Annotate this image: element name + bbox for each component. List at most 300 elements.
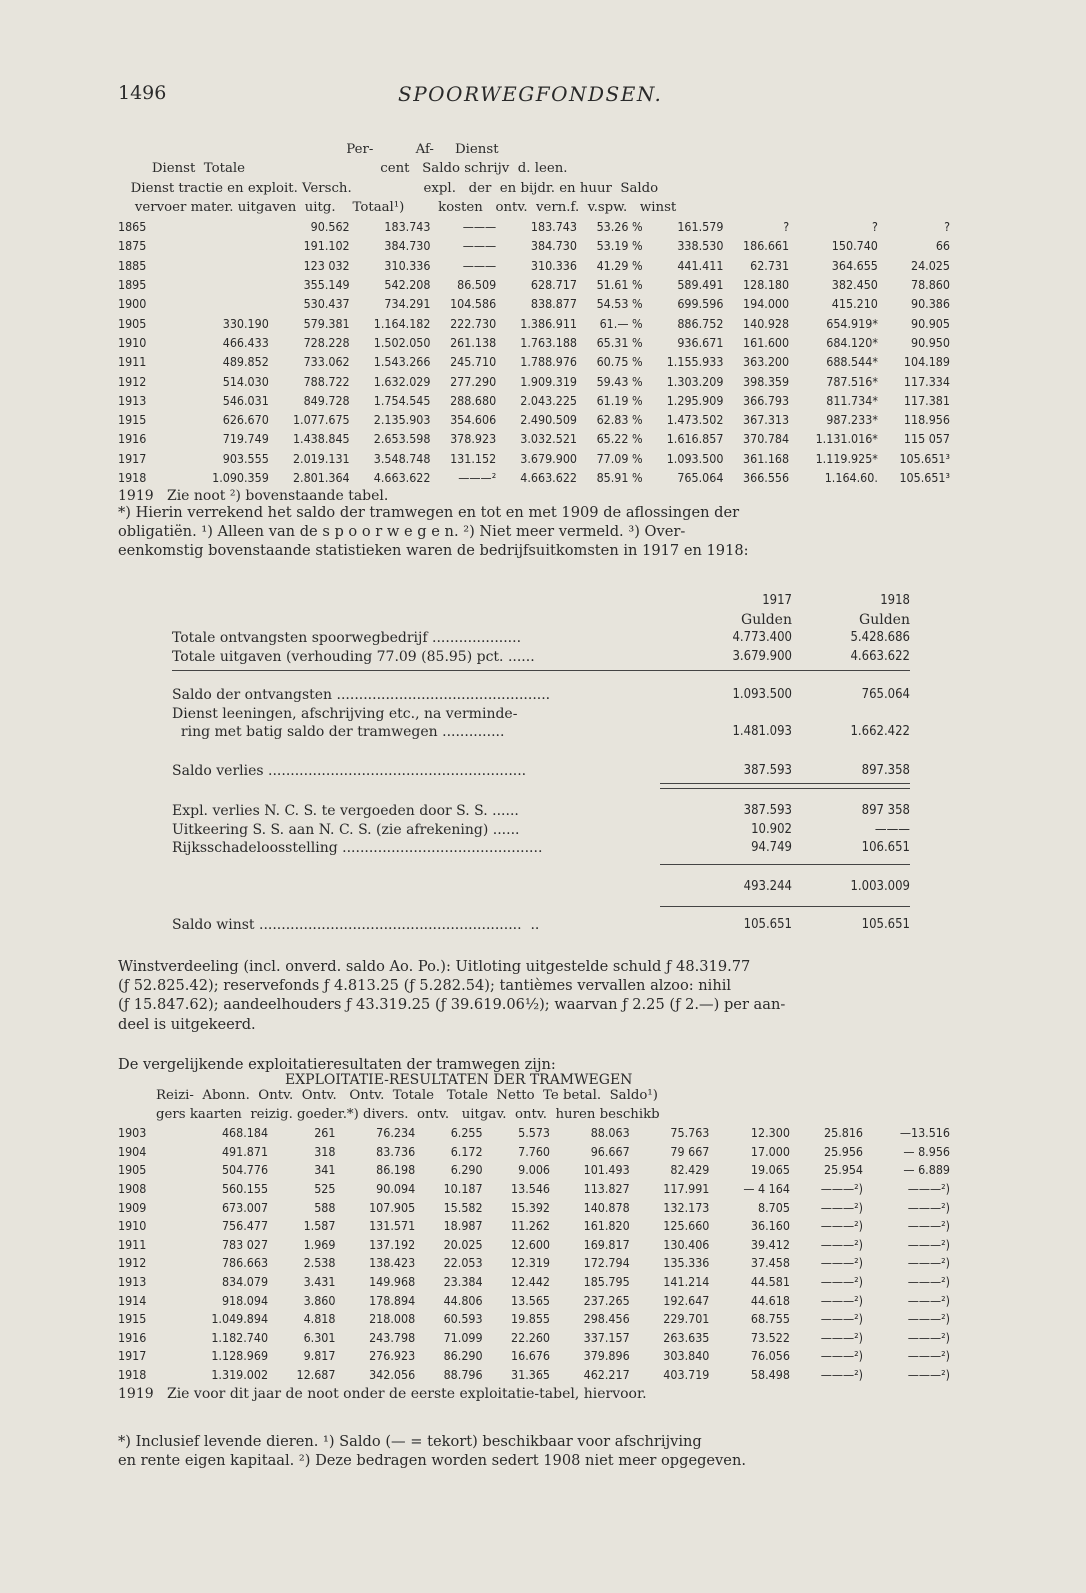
row-label: Rijksschadeloosstelling ............................................. xyxy=(172,840,543,856)
year-1917: 1917 xyxy=(762,593,792,608)
table-row xyxy=(172,686,910,705)
cell: 384.730 xyxy=(530,238,577,254)
cell xyxy=(188,294,269,313)
cell: 183.743 xyxy=(384,219,431,235)
cell: ? xyxy=(944,219,950,235)
cell: 90.094 xyxy=(376,1180,416,1196)
row-label: ring met batig saldo der tramwegen .............. xyxy=(172,724,505,740)
cell: 728.228 xyxy=(303,334,350,350)
cell: 61.— % xyxy=(599,315,643,331)
year-cell: 1911 xyxy=(118,354,147,370)
footnote-railway xyxy=(118,503,958,561)
year-cell: 1908 xyxy=(118,1180,147,1196)
cell: ———²) xyxy=(907,1292,950,1308)
table-row xyxy=(172,802,910,821)
table-header-row xyxy=(118,140,950,159)
cell: 1.090.359 xyxy=(212,470,269,486)
cell: ———²) xyxy=(820,1348,864,1364)
cell: 1.131.016* xyxy=(815,431,878,447)
page-title: SPOORWEGFONDSEN. xyxy=(398,82,663,106)
table-header-row xyxy=(172,592,910,611)
cell: 90.950 xyxy=(911,334,950,350)
cell: 1.128.969 xyxy=(211,1348,269,1364)
cell: 90.562 xyxy=(310,219,350,235)
cell: 493.244 xyxy=(743,878,792,894)
cell: 579.381 xyxy=(303,315,350,331)
cell: 1.473.502 xyxy=(666,412,724,428)
tramway-table-title: EXPLOITATIE-RESULTATEN DER TRAMWEGEN xyxy=(285,1072,633,1088)
cell: 44.618 xyxy=(750,1292,790,1308)
table-row xyxy=(118,1143,950,1162)
cell: 78.860 xyxy=(911,277,950,293)
cell: 987.233* xyxy=(826,412,878,428)
cell: 172.794 xyxy=(583,1255,630,1271)
year-cell: 1917 xyxy=(118,450,147,466)
cell: 378.923 xyxy=(450,431,497,447)
cell: 54.53 % xyxy=(596,296,643,312)
cell: ———²) xyxy=(907,1218,950,1234)
cell: 107.905 xyxy=(369,1199,416,1215)
cell: 903.555 xyxy=(222,450,269,466)
cell: 560.155 xyxy=(221,1180,269,1196)
cell: 1.543.266 xyxy=(373,354,431,370)
table-row xyxy=(118,333,950,352)
table-row xyxy=(118,410,950,429)
cell: 161.600 xyxy=(743,334,790,350)
table-row xyxy=(118,1273,950,1292)
cell: 733.062 xyxy=(303,354,350,370)
cell: 130.406 xyxy=(663,1236,710,1252)
cell: 466.433 xyxy=(222,334,269,350)
cell: 82.429 xyxy=(670,1162,710,1178)
header-text: Dienst tractie en exploit. Versch. expl. der en bijdr. en huur Saldo xyxy=(118,180,659,196)
cell: 1.386.911 xyxy=(520,315,577,331)
cell: 1.632.029 xyxy=(373,373,431,389)
table-row xyxy=(172,629,910,648)
year-1918: 1918 xyxy=(880,593,910,608)
table-row xyxy=(118,372,950,391)
cell: 6.172 xyxy=(450,1143,483,1159)
year-cell: 1913 xyxy=(118,1273,147,1289)
cell: 6.301 xyxy=(303,1329,336,1345)
cell: 2.490.509 xyxy=(520,412,577,428)
cell xyxy=(188,217,269,236)
cell: 3.548.748 xyxy=(373,450,431,466)
table-row xyxy=(118,1161,950,1180)
cell: 218.008 xyxy=(369,1311,416,1327)
cell: ———²) xyxy=(907,1236,950,1252)
cell: 11.262 xyxy=(511,1218,551,1234)
table-row xyxy=(118,1254,950,1273)
table-row xyxy=(172,648,910,667)
unit-1917: Gulden xyxy=(741,611,792,628)
cell: 135.336 xyxy=(663,1255,710,1271)
cell: 118.956 xyxy=(903,412,950,428)
divider xyxy=(660,783,910,784)
cell: 468.184 xyxy=(221,1125,269,1141)
cell: 88.063 xyxy=(590,1125,630,1141)
cell: 1.077.675 xyxy=(292,412,350,428)
cell: 90.386 xyxy=(911,296,950,312)
table-row xyxy=(118,275,950,294)
cell: 4.663.622 xyxy=(373,470,431,486)
cell: 65.31 % xyxy=(596,334,643,350)
cell: 62.731 xyxy=(750,257,790,273)
footnote-line: en rente eigen kapitaal. ²) Deze bedragen worden sedert 1908 niet meer opgegeven. xyxy=(118,1452,746,1470)
cell: 530.437 xyxy=(303,296,350,312)
cell: 15.582 xyxy=(443,1199,483,1215)
cell: 1.182.740 xyxy=(211,1329,269,1345)
cell: 1.788.976 xyxy=(520,354,577,370)
cell: 117.991 xyxy=(663,1180,710,1196)
cell: ———²) xyxy=(907,1199,950,1215)
cell: 68.755 xyxy=(750,1311,790,1327)
cell: 20.025 xyxy=(443,1236,483,1252)
cell: 2.653.598 xyxy=(373,431,431,447)
row-label: Dienst leeningen, afschrijving etc., na verminde- xyxy=(172,705,518,722)
table-row xyxy=(118,1347,950,1366)
year-cell: 1865 xyxy=(118,219,147,235)
cell: 542.208 xyxy=(384,277,431,293)
cell: ? xyxy=(871,219,878,235)
cell: 330.190 xyxy=(222,315,269,331)
cell: 138.423 xyxy=(369,1255,416,1271)
table-row xyxy=(118,352,950,371)
table-row xyxy=(172,762,910,781)
cell: 765.064 xyxy=(677,470,724,486)
cell: 12.319 xyxy=(511,1255,551,1271)
table-row xyxy=(118,1385,950,1404)
cell: 366.556 xyxy=(743,470,790,486)
cell: 83.736 xyxy=(376,1143,416,1159)
header-text: Dienst Totale cent Saldo schrijv d. leen. xyxy=(118,161,568,177)
cell: 1.295.909 xyxy=(666,392,724,408)
note-line: Winstverdeeling (incl. onverd. saldo Ao. Po.): Uitloting uitgestelde schuld ƒ 48.319.77 xyxy=(118,958,751,975)
cell: 65.22 % xyxy=(596,431,643,447)
cell: 169.817 xyxy=(583,1236,630,1252)
cell: 897.358 xyxy=(861,762,910,778)
cell: 73.522 xyxy=(750,1329,790,1345)
cell: 132.173 xyxy=(663,1199,710,1215)
cell: 9.006 xyxy=(518,1162,551,1178)
year-cell: 1875 xyxy=(118,238,147,254)
cell: 140.878 xyxy=(583,1199,630,1215)
footnote-line: *) Inclusief levende dieren. ¹) Saldo (— = tekort) beschikbaar voor afschrijving xyxy=(118,1433,702,1450)
cell: ———²) xyxy=(907,1311,950,1327)
cell: 178.894 xyxy=(369,1292,416,1308)
cell: 123 032 xyxy=(303,257,350,273)
cell: 355.149 xyxy=(303,277,350,293)
cell: 104.189 xyxy=(903,354,950,370)
cell: 13.565 xyxy=(511,1292,551,1308)
cell: ———²) xyxy=(907,1273,950,1289)
year-cell: 1910 xyxy=(118,1218,147,1234)
cell: 263.635 xyxy=(663,1329,710,1345)
table-header-row xyxy=(118,1087,950,1106)
table-row xyxy=(172,723,910,742)
cell: 684.120* xyxy=(826,334,878,350)
cell: 298.456 xyxy=(583,1311,630,1327)
cell: ———²) xyxy=(820,1329,864,1345)
cell: 525 xyxy=(314,1180,336,1196)
cell: 719.749 xyxy=(222,431,269,447)
cell: 18.987 xyxy=(443,1218,483,1234)
cell: 261 xyxy=(314,1125,336,1141)
cell: 105.651 xyxy=(743,917,792,932)
cell: 23.384 xyxy=(443,1273,483,1289)
cell: 186.661 xyxy=(743,238,790,254)
year-cell: 1910 xyxy=(118,334,147,350)
table-row xyxy=(118,314,950,333)
cell: 24.025 xyxy=(911,257,950,273)
cell: 75.763 xyxy=(670,1125,710,1141)
cell: 192.647 xyxy=(663,1292,710,1308)
cell: 342.056 xyxy=(369,1366,416,1382)
cell: ? xyxy=(783,219,790,235)
cell: ———²) xyxy=(820,1273,864,1289)
cell: ———²) xyxy=(907,1348,950,1364)
year-1919-note: 1919 Zie voor dit jaar de noot onder de eerste exploitatie-tabel, hiervoor. xyxy=(118,1385,647,1402)
cell: ———²) xyxy=(907,1180,950,1196)
cell: 10.187 xyxy=(443,1180,483,1196)
cell: 6.255 xyxy=(450,1125,483,1141)
cell: 37.458 xyxy=(750,1255,790,1271)
cell: 237.265 xyxy=(583,1292,630,1308)
cell: 886.752 xyxy=(677,315,724,331)
cell: 115 057 xyxy=(903,431,950,447)
cell: 12.687 xyxy=(296,1366,336,1382)
cell: 194.000 xyxy=(743,296,790,312)
cell: 131.152 xyxy=(450,450,497,466)
cell: 5.573 xyxy=(518,1125,551,1141)
cell: 15.392 xyxy=(511,1199,551,1215)
year-cell: 1914 xyxy=(118,1292,147,1308)
cell: 4.773.400 xyxy=(732,630,792,645)
cell: 104.586 xyxy=(450,296,497,312)
table-row xyxy=(172,916,910,935)
cell: 150.740 xyxy=(831,238,878,254)
table-header-row xyxy=(118,198,950,217)
header-text: Reizi- Abonn. Ontv. Ontv. Ontv. Totale Totale Netto Te betal. Saldo¹) xyxy=(118,1088,658,1103)
row-label: Saldo verlies .......................................................... xyxy=(172,762,527,779)
year-cell: 1915 xyxy=(118,412,147,428)
cell: 403.719 xyxy=(663,1366,710,1382)
cell: 222.730 xyxy=(450,315,497,331)
cell: 1.616.857 xyxy=(666,431,724,447)
cell: 787.516* xyxy=(826,373,878,389)
table-row xyxy=(118,236,950,255)
header-text: vervoer mater. uitgaven uitg. Totaal¹) kosten ontv. vern.f. v.spw. winst xyxy=(118,199,677,215)
table-row xyxy=(118,1180,950,1199)
cell: 101.493 xyxy=(583,1162,630,1178)
row-label: Uitkeering S. S. aan N. C. S. (zie afrekening) ...... xyxy=(172,821,520,838)
note-line: (ƒ 52.825.42); reservefonds ƒ 4.813.25 (ƒ 5.282.54); tantièmes vervallen alzoo: nihil xyxy=(118,977,732,995)
table-row xyxy=(118,449,950,468)
cell: ———²) xyxy=(820,1236,864,1252)
cell: 4.818 xyxy=(303,1311,336,1327)
cell: 1.049.894 xyxy=(211,1311,269,1327)
cell: 161.579 xyxy=(677,219,724,235)
cell: 338.530 xyxy=(677,238,724,254)
table-row xyxy=(118,294,950,313)
cell: 191.102 xyxy=(303,238,350,254)
railway-results-table xyxy=(118,140,950,507)
cell: 1.763.188 xyxy=(520,334,577,350)
header-text: Per- Af- Dienst xyxy=(118,142,499,157)
cell: ———²) xyxy=(907,1255,950,1271)
cell: 654.919* xyxy=(826,315,878,331)
cell: 86.509 xyxy=(457,277,497,293)
cell: 1.587 xyxy=(303,1218,336,1234)
cell: 12.300 xyxy=(750,1125,790,1141)
cell: 79 667 xyxy=(670,1143,710,1159)
cell: 76.234 xyxy=(376,1125,416,1141)
cell: 185.795 xyxy=(583,1273,630,1289)
table-row xyxy=(118,391,950,410)
cell: 229.701 xyxy=(663,1311,710,1327)
year-cell: 1911 xyxy=(118,1236,147,1252)
cell: 1.909.319 xyxy=(520,373,577,389)
cell: 16.676 xyxy=(511,1348,551,1364)
cell: 62.83 % xyxy=(596,412,643,428)
cell: 31.365 xyxy=(511,1366,551,1382)
cell: — 6.889 xyxy=(903,1162,950,1178)
cell: 1.319.002 xyxy=(211,1366,269,1382)
cell: 318 xyxy=(314,1143,336,1159)
divider xyxy=(660,788,910,789)
table-header-row xyxy=(172,611,910,630)
cell: 688.544* xyxy=(826,354,878,370)
cell: 786.663 xyxy=(221,1255,269,1271)
cell: 22.053 xyxy=(443,1255,483,1271)
cell: 441.411 xyxy=(677,257,724,273)
row-label: Expl. verlies N. C. S. te vergoeden door S. S. ...... xyxy=(172,803,519,819)
year-cell: 1905 xyxy=(118,315,147,331)
cell: 918.094 xyxy=(221,1292,269,1308)
table-row xyxy=(118,1366,950,1385)
cell: — 8.956 xyxy=(903,1143,950,1159)
cell: 811.734* xyxy=(826,392,878,408)
footnote-tramway xyxy=(118,1432,958,1470)
year-cell: 1912 xyxy=(118,373,147,389)
cell: 44.581 xyxy=(750,1273,790,1289)
table-row xyxy=(118,1217,950,1236)
cell: 783 027 xyxy=(221,1236,269,1252)
cell: 897 358 xyxy=(861,803,910,818)
year-cell: 1905 xyxy=(118,1162,147,1178)
cell: 363.200 xyxy=(743,354,790,370)
cell: 85.91 % xyxy=(596,470,643,486)
table-row xyxy=(118,468,950,487)
cell: 76.056 xyxy=(750,1348,790,1364)
cell: ——— xyxy=(462,219,497,235)
cell: 384.730 xyxy=(384,238,431,254)
cell: 626.670 xyxy=(222,412,269,428)
cell: 9.817 xyxy=(303,1348,336,1364)
year-cell: 1917 xyxy=(118,1348,147,1364)
year-cell: 1909 xyxy=(118,1199,147,1215)
cell: 10.902 xyxy=(751,821,792,837)
divider xyxy=(660,864,910,865)
year-cell: 1916 xyxy=(118,431,147,447)
cell: 161.820 xyxy=(583,1218,630,1234)
cell: 88.796 xyxy=(443,1366,483,1382)
cell: ——— xyxy=(462,257,497,273)
cell: 756.477 xyxy=(221,1218,269,1234)
cell: 3.032.521 xyxy=(520,431,577,447)
cell: 128.180 xyxy=(743,277,790,293)
cell: 140.928 xyxy=(743,315,790,331)
table-header-row xyxy=(118,159,950,178)
year-cell: 1885 xyxy=(118,257,147,273)
cell: 3.679.900 xyxy=(732,648,792,664)
cell: — 4 164 xyxy=(743,1180,790,1196)
cell: 4.663.622 xyxy=(520,470,577,486)
cell: 367.313 xyxy=(743,412,790,428)
row-label: Totale ontvangsten spoorwegbedrijf .................... xyxy=(172,630,522,646)
cell: 105.651³ xyxy=(899,470,950,486)
table-header-row xyxy=(118,1106,950,1125)
cell: 6.290 xyxy=(450,1162,483,1178)
cell: 86.198 xyxy=(376,1162,416,1178)
cell: 19.855 xyxy=(511,1311,551,1327)
note-line: deel is uitgekeerd. xyxy=(118,1015,256,1033)
cell: 90.905 xyxy=(911,315,950,331)
cell: 60.593 xyxy=(443,1311,483,1327)
cell: 1.303.209 xyxy=(666,373,724,389)
table-row xyxy=(172,705,910,724)
cell: 489.852 xyxy=(222,354,269,370)
cell: 39.412 xyxy=(750,1236,790,1252)
cell: 25.816 xyxy=(824,1125,864,1141)
cell: 60.75 % xyxy=(596,354,643,370)
cell: ———²) xyxy=(820,1366,864,1382)
row-label: Saldo der ontvangsten ................................................ xyxy=(172,687,551,703)
cell: 462.217 xyxy=(583,1366,630,1382)
footnote-line: eenkomstig bovenstaande statistieken waren de bedrijfsuitkomsten in 1917 en 1918: xyxy=(118,542,749,560)
cell: —13.516 xyxy=(899,1125,950,1141)
cell: 105.651³ xyxy=(899,450,950,466)
cell: 17.000 xyxy=(750,1143,790,1159)
cell: 628.717 xyxy=(530,277,577,293)
cell: 86.290 xyxy=(443,1348,483,1364)
cell: 183.743 xyxy=(530,219,577,235)
cell: 25.954 xyxy=(824,1162,864,1178)
table-row xyxy=(118,1292,950,1311)
cell: 22.260 xyxy=(511,1329,551,1345)
cell: 1.754.545 xyxy=(373,392,431,408)
cell: 5.428.686 xyxy=(850,630,910,645)
cell: 936.671 xyxy=(677,334,724,350)
divider xyxy=(660,906,910,907)
results-1917-1918-table xyxy=(172,592,910,935)
cell: 1.438.845 xyxy=(292,431,350,447)
cell: 2.043.225 xyxy=(520,392,577,408)
cell: 834.079 xyxy=(221,1273,269,1289)
cell: ———²) xyxy=(907,1366,950,1382)
cell: 113.827 xyxy=(583,1180,630,1196)
table-row xyxy=(172,839,910,858)
intro-line: De vergelijkende exploitatieresultaten der tramwegen zijn: xyxy=(118,1056,556,1073)
table-header-row xyxy=(118,179,950,198)
cell: 3.431 xyxy=(303,1273,336,1289)
cell: 105.651 xyxy=(861,917,910,932)
header-text: gers kaarten reizig. goeder.*) divers. ontv. uitgav. ontv. huren beschikb xyxy=(118,1106,660,1122)
cell: 341 xyxy=(314,1162,336,1178)
cell: 51.61 % xyxy=(596,277,643,293)
cell: 849.728 xyxy=(303,392,350,408)
cell: 96.667 xyxy=(590,1143,630,1159)
